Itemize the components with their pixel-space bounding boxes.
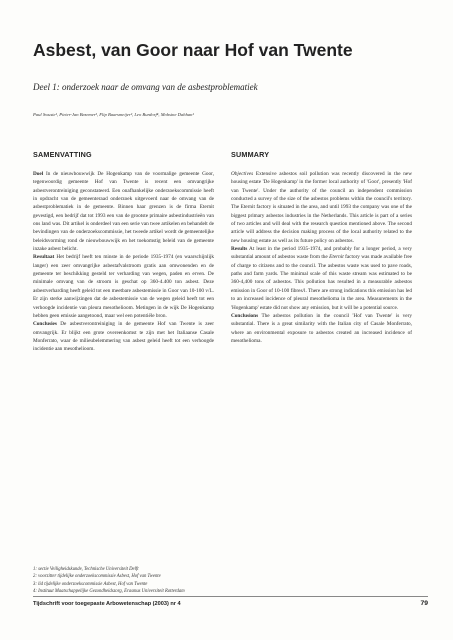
footer-divider <box>33 596 428 597</box>
summary-objectives: Objectives Extensive asbestos soil pollution was recently discovered in the new housing estate 'De Hogenkamp' in the former local authority of 'Goor', presently 'Hof van Twente'. Under the authority of the council an independent commission conducted a survey of the size of the asbestos problems within the council's territory. The Eternit factory is situated in the area, and until 1993 the company was one of the biggest primary asbestos industries in the Netherlands. This article is part of a series of two articles and will deal with the research question mentioned above. The second article will address the decision making process of the local authority related to the new housing estate as well as its future policy on asbestos. <box>231 171 412 244</box>
article-subtitle: Deel 1: onderzoek naar de omvang van de asbestproblematiek <box>33 82 258 92</box>
author-footnotes <box>33 566 428 596</box>
footnote: 1: sectie Veiligheidskunde, Technische Universiteit Delft <box>33 567 139 572</box>
footnote: 4: Instituut Maatschappelijke Gezondheidszorg, Erasmus Universiteit Rotterdam <box>33 589 185 595</box>
summary-results: Results At least in the period 1935-1974, and probably for a longer period, a very substantial amount of asbestos waste from the Eternit factory was made available free of charge to citizens and to the council. The asbestos waste was used to pave roads, paths and farm yards. The minimal scale of this waste stream was estimated to be 360-4,400 tons of asbestos. This pollution has resulted in a measurable asbestos emission in Goor of 10-100 fibres/l. There are strong indications this emission has led to an increased incidence of pleural mesothelioma in the area. Measurements in the 'Hogenkamp' estate did not show any emission, but it will be a potential source. <box>231 246 412 311</box>
samenvatting-heading: SAMENVATTING <box>33 150 92 159</box>
author-list: Paul Swuste¹, Pieter-Jan Bezemer², Flip Baarsmeijer³, Leo Burdorf⁴, Mohsine Dahhan¹ <box>33 112 194 117</box>
summary-conclusions: Conclusions The asbestos pollution in the council 'Hof van Twente' is very substantial. There is a great similarity with the Italian city of Casale Monferrato, where an environmental exposure to asbestos created an increased incidence of mesothelioma. <box>231 312 412 344</box>
footnote: 2: voorzitter tijdelijke onderzoekscommissie Asbest, Hof van Twente <box>33 574 161 580</box>
article-title: Asbest, van Goor naar Hof van Twente <box>33 40 353 60</box>
samenvatting-column <box>33 150 214 354</box>
samenvatting-conclusies: Conclusies De asbestverontreiniging in de gemeente Hof van Twente is zeer omvangrijk. Er blijkt een grote overeenkomst te zijn met het Italiaanse Casale Monferrato, waar de milieubelemmering van asbest geleid heeft tot een verhoogde incidentie aan mesothelioom. <box>33 321 214 353</box>
journal-citation: Tijdschrift voor toegepaste Arbowetenschap (2003) nr 4 <box>33 601 181 607</box>
footnote: 3: lid tijdelijke onderzoekscommissie Asbest, Hof van Twente <box>33 581 148 587</box>
samenvatting-resultaat: Resultaat Het bedrijf heeft ten minste in de periode 1935-1974 (en waarschijnlijk langer) een zeer omvangrijke asbestafvalstroom gratis aan omwonenden en de gemeente ter beschikking gesteld ter verharding van wegen, paden en erven. De minimale omvang van de stroom is geschat op 360-4.400 ton asbest. Deze asbestverharding heeft geleid tot een meetbare asbestemissie in Goor van 10-100 v/L. Er zijn sterke aanwijzingen dat de asbestemissie van de wegen geleid heeft tot een verhoogde incidentie van pleura mesothelioom. Metingen in de wijk De Hogenkamp hebben geen emissie aangetoond, maar wel een potentiële bron. <box>33 254 214 319</box>
page-number: 79 <box>420 600 428 607</box>
summary-column <box>231 150 412 345</box>
summary-heading: SUMMARY <box>231 150 270 159</box>
samenvatting-doel: Doel In de nieuwbouwwijk De Hogenkamp van de voormalige gemeente Goor, tegenwoordig gemeente Hof van Twente is recent een omvangrijke asbestverontreiniging geconstateerd. Een onafhankelijke onderzoekscommissie heeft in opdracht van de gemeenteraad onderzoek uitgevoerd naar de omvang van de asbestproblematiek in de gemeente. Binnen haar grenzen is de firma Eternit gevestigd, een bedrijf dat tot 1993 een van de grootste primaire asbestindustrieën van ons land was. Dit artikel is onderdeel van een serie van twee artikelen en behandelt de bevindingen van de onderzoekscommissie, het tweede artikel wordt de gemeentelijke beleidsvorming rond de nieuwbouwwijk en het toekomstig beleid van de gemeente inzake asbest belicht. <box>33 171 214 253</box>
